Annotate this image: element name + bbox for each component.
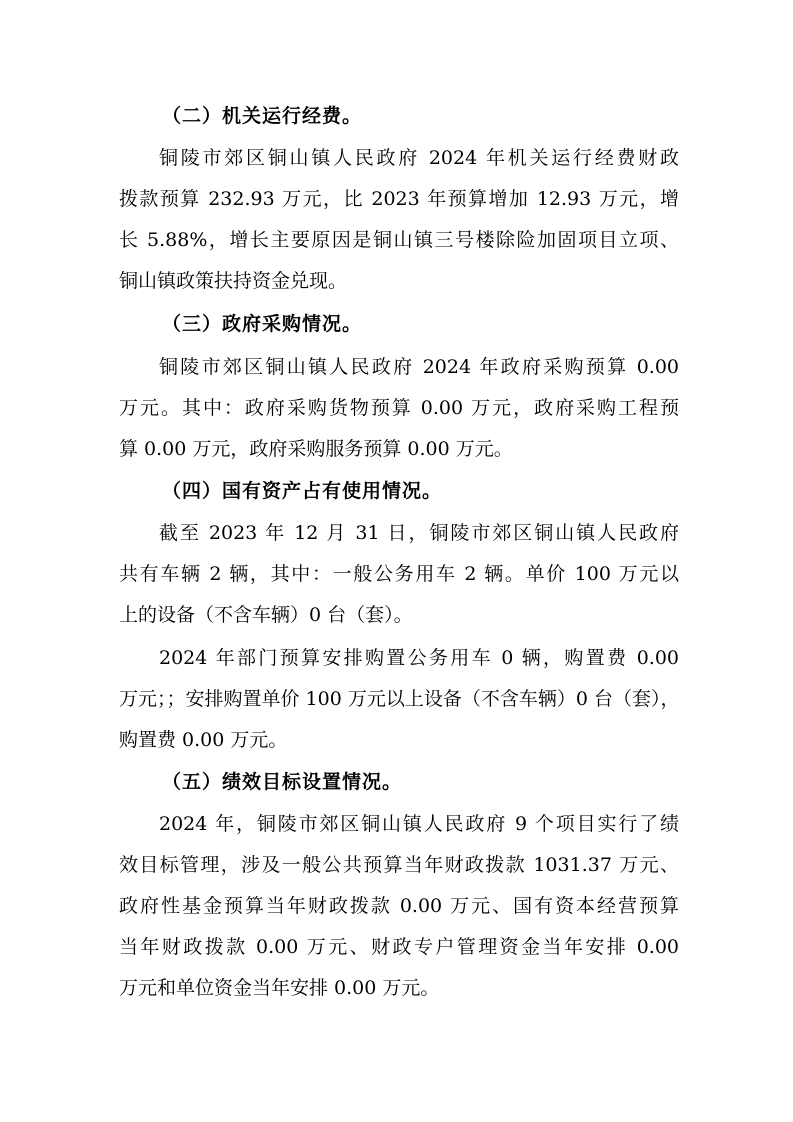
paragraph-line: 当年财政拨款 0.00 万元、财政专户管理资金当年安排 0.00	[119, 936, 679, 958]
section-heading-government-procurement: （三）政府采购情况。	[162, 313, 363, 335]
paragraph-line: 长 5.88%，增长主要原因是铜山镇三号楼除险加固项目立项、	[119, 229, 679, 251]
paragraph-line: 铜陵市郊区铜山镇人民政府 2024 年政府采购预算 0.00	[159, 356, 679, 378]
paragraph-line: 拨款预算 232.93 万元，比 2023 年预算增加 12.93 万元，增	[119, 188, 679, 210]
paragraph-line: 万元。其中：政府采购货物预算 0.00 万元，政府采购工程预	[119, 397, 679, 419]
section-heading-performance-targets: （五）绩效目标设置情况。	[162, 771, 403, 793]
paragraph-line: 共有车辆 2 辆，其中：一般公务用车 2 辆。单价 100 万元以	[119, 563, 679, 585]
paragraph-performance-targets	[119, 804, 679, 1009]
paragraph-line: 截至 2023 年 12 月 31 日，铜陵市郊区铜山镇人民政府	[159, 522, 679, 544]
paragraph-line: 算 0.00 万元，政府采购服务预算 0.00 万元。	[119, 438, 513, 460]
paragraph-line: 购置费 0.00 万元。	[119, 729, 288, 751]
paragraph-line: 效目标管理，涉及一般公共预算当年财政拨款 1031.37 万元、	[119, 854, 679, 876]
paragraph-line: 2024 年部门预算安排购置公务用车 0 辆，购置费 0.00	[159, 647, 679, 669]
paragraph-line: 上的设备（不含车辆）0 台（套）。	[119, 604, 413, 626]
paragraph-line: 2024 年，铜陵市郊区铜山镇人民政府 9 个项目实行了绩	[159, 813, 679, 835]
paragraph-line: 铜山镇政策扶持资金兑现。	[119, 270, 348, 292]
paragraph-line: 万元和单位资金当年安排 0.00 万元。	[119, 977, 440, 999]
section-heading-operating-expenses: （二）机关运行经费。	[162, 105, 363, 127]
paragraph-government-procurement	[119, 347, 679, 470]
paragraph-state-assets	[119, 513, 679, 636]
paragraph-line: 铜陵市郊区铜山镇人民政府 2024 年机关运行经费财政	[159, 147, 679, 169]
section-heading-state-assets: （四）国有资产占有使用情况。	[162, 480, 443, 502]
paragraph-operating-expenses	[119, 138, 679, 302]
paragraph-vehicle-purchase	[119, 638, 679, 761]
paragraph-line: 政府性基金预算当年财政拨款 0.00 万元、国有资本经营预算	[119, 895, 679, 917]
paragraph-line: 万元；；安排购置单价 100 万元以上设备（不含车辆）0 台（套），	[119, 688, 680, 710]
